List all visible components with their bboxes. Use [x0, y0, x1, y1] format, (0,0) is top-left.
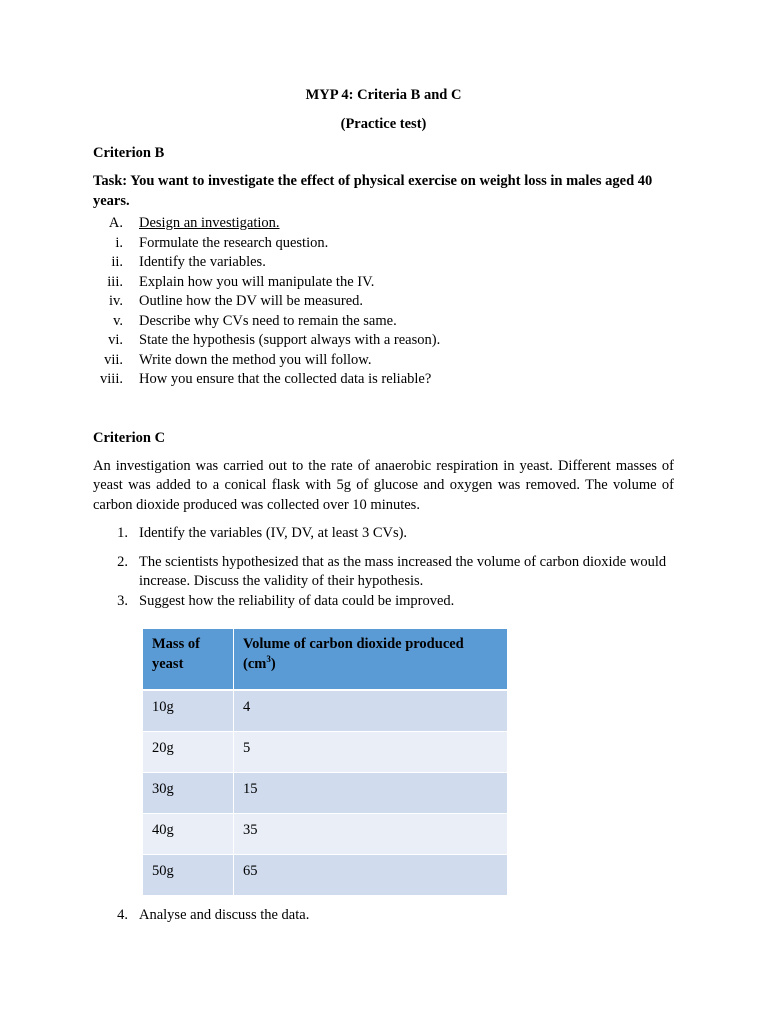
- question-item: [93, 906, 674, 926]
- question-4-container: [93, 906, 674, 926]
- question-number: 1.: [117, 525, 128, 541]
- question-number: 3.: [117, 592, 128, 609]
- criterion-b-heading: Criterion B: [93, 145, 165, 161]
- list-marker: iv.: [109, 293, 123, 309]
- criterion-c-paragraph: An investigation was carried out to the rate of anaerobic respiration in yeast. Different masses of yeast was added to a conical flask with 5g of glucose and oxygen was removed. The volume of carbon dioxide produced was collected over 10 minutes.: [93, 457, 674, 513]
- list-item-text: Identify the variables.: [139, 254, 266, 270]
- list-marker: A.: [108, 215, 123, 231]
- list-item: [93, 253, 674, 273]
- list-marker: vii.: [104, 351, 123, 368]
- cell-mass: 30g: [143, 773, 234, 814]
- list-marker: i.: [115, 234, 123, 251]
- cell-mass: 10g: [143, 690, 234, 732]
- list-item: [93, 273, 674, 293]
- list-item: [93, 292, 674, 312]
- task-statement: Task: You want to investigate the effect of physical exercise on weight loss in males aged 40 years.: [93, 173, 653, 209]
- list-item: [93, 351, 674, 371]
- table-row: [143, 855, 507, 896]
- header-unit-close: ): [270, 655, 276, 672]
- list-item: [93, 312, 674, 332]
- header-volume-co2: [234, 629, 508, 690]
- table-row: [143, 773, 507, 814]
- list-item-text: Describe why CVs need to remain the same.: [139, 312, 397, 329]
- list-item-text: State the hypothesis (support always with a reason).: [139, 332, 441, 348]
- question-item: [93, 592, 674, 612]
- table-header-row: [143, 629, 507, 690]
- table-row: [143, 814, 507, 855]
- list-marker: ii.: [111, 254, 123, 270]
- cell-volume: 15: [234, 773, 508, 814]
- header-mass-of-yeast: Mass of yeast: [143, 629, 234, 690]
- question-item: [93, 553, 674, 592]
- header-volume-text: Volume of carbon dioxide produced (cm: [243, 636, 464, 672]
- list-item-text: Write down the method you will follow.: [139, 351, 372, 368]
- question-number: 4.: [117, 907, 128, 923]
- document-title: MYP 4: Criteria B and C: [305, 87, 462, 103]
- table-row: [143, 690, 507, 732]
- list-marker: iii.: [107, 273, 123, 290]
- cell-volume: 35: [234, 814, 508, 855]
- list-item: [93, 370, 674, 390]
- question-number: 2.: [117, 553, 128, 570]
- list-item-text: How you ensure that the collected data is reliable?: [139, 371, 432, 387]
- list-marker: vi.: [108, 332, 123, 348]
- header-unit-superscript: 3: [266, 653, 271, 664]
- question-text: Analyse and discuss the data.: [139, 907, 310, 923]
- yeast-data-table: [143, 629, 507, 895]
- list-item-text: Explain how you will manipulate the IV.: [139, 273, 375, 290]
- cell-mass: 50g: [143, 855, 234, 896]
- cell-mass: 20g: [143, 732, 234, 773]
- document-subtitle: (Practice test): [340, 116, 427, 132]
- list-item: [93, 331, 674, 351]
- question-item: [93, 524, 674, 544]
- criterion-c-heading: Criterion C: [93, 429, 166, 446]
- cell-volume: 65: [234, 855, 508, 896]
- list-item-text: Formulate the research question.: [139, 234, 329, 251]
- design-label: Design an investigation.: [139, 215, 280, 231]
- question-text: Identify the variables (IV, DV, at least 3 CVs).: [139, 525, 408, 541]
- design-item: [93, 214, 674, 234]
- question-text: The scientists hypothesized that as the mass increased the volume of carbon dioxide would increase. Discuss the validity of their hypothesis.: [139, 553, 667, 589]
- list-item-text: Outline how the DV will be measured.: [139, 293, 364, 309]
- cell-mass: 40g: [143, 814, 234, 855]
- list-marker: viii.: [100, 371, 123, 387]
- cell-volume: 5: [234, 732, 508, 773]
- table-row: [143, 732, 507, 773]
- list-marker: v.: [113, 312, 123, 329]
- list-item: [93, 234, 674, 254]
- document-page: [93, 85, 674, 611]
- question-text: Suggest how the reliability of data could be improved.: [139, 592, 455, 609]
- cell-volume: 4: [234, 690, 508, 732]
